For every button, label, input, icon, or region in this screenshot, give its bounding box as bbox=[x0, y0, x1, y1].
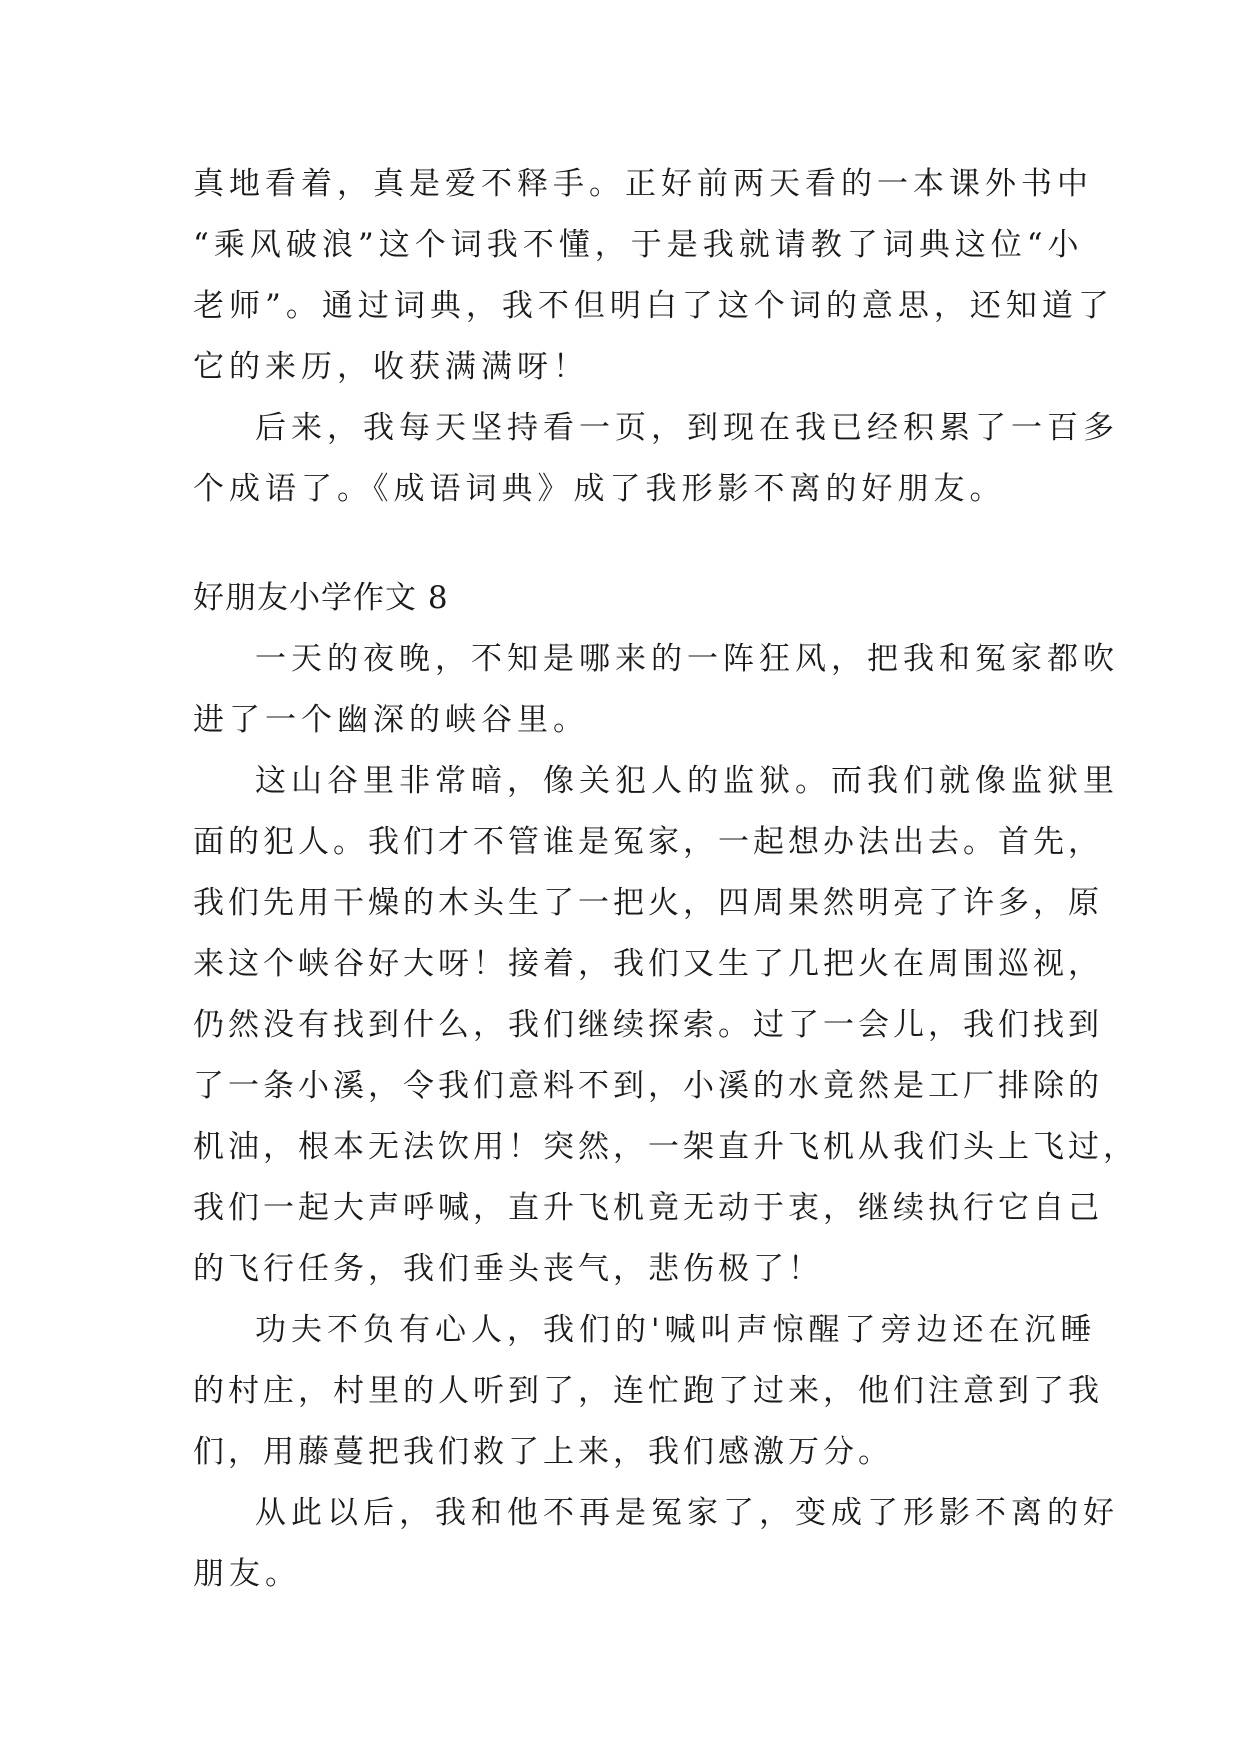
paragraph-line: 从此以后，我和他不再是冤家了，变成了形影不离的好 bbox=[255, 1495, 1119, 1531]
paragraph-line: 了一条小溪，令我们意料不到，小溪的水竟然是工厂排除的 bbox=[193, 1068, 1103, 1104]
paragraph-line: 进了一个幽深的峡谷里。 bbox=[193, 702, 589, 738]
paragraph-line: 面的犯人。我们才不管谁是冤家，一起想办法出去。首先， bbox=[193, 824, 1103, 860]
section-heading: 好朋友小学作文 8 bbox=[193, 580, 449, 616]
paragraph-line: 机油，根本无法饮用！突然，一架直升飞机从我们头上飞过， bbox=[193, 1129, 1138, 1165]
paragraph-line: 个成语了。《成语词典》成了我形影不离的好朋友。 bbox=[193, 471, 1006, 507]
paragraph-line: 真地看着，真是爱不释手。正好前两天看的一本课外书中 bbox=[193, 166, 1093, 202]
paragraph-line: 这山谷里非常暗，像关犯人的监狱。而我们就像监狱里 bbox=[255, 763, 1119, 799]
paragraph-line: 一天的夜晚，不知是哪来的一阵狂风，把我和冤家都吹 bbox=[255, 641, 1119, 677]
paragraph-line: 它的来历，收获满满呀！ bbox=[193, 349, 589, 385]
paragraph-line: 们，用藤蔓把我们救了上来，我们感激万分。 bbox=[193, 1434, 893, 1470]
paragraph-line: 我们一起大声呼喊，直升飞机竟无动于衷，继续执行它自己 bbox=[193, 1190, 1103, 1226]
paragraph-line: “乘风破浪”这个词我不懂，于是我就请教了词典这位“小 bbox=[193, 227, 1084, 263]
paragraph-line: 功夫不负有心人，我们的'喊叫声惊醒了旁边还在沉睡 bbox=[255, 1312, 1097, 1348]
paragraph-line: 我们先用干燥的木头生了一把火，四周果然明亮了许多，原 bbox=[193, 885, 1103, 921]
paragraph-line: 的村庄，村里的人听到了，连忙跑了过来，他们注意到了我 bbox=[193, 1373, 1103, 1409]
paragraph-line: 的飞行任务，我们垂头丧气，悲伤极了！ bbox=[193, 1251, 823, 1287]
paragraph-line: 仍然没有找到什么，我们继续探索。过了一会儿，我们找到 bbox=[193, 1007, 1103, 1043]
paragraph-line: 来这个峡谷好大呀！接着，我们又生了几把火在周围巡视， bbox=[193, 946, 1103, 982]
paragraph-line: 后来，我每天坚持看一页，到现在我已经积累了一百多 bbox=[255, 410, 1119, 446]
paragraph-line: 朋友。 bbox=[193, 1556, 301, 1592]
paragraph-line: 老师”。通过词典，我不但明白了这个词的意思，还知道了 bbox=[193, 288, 1114, 324]
